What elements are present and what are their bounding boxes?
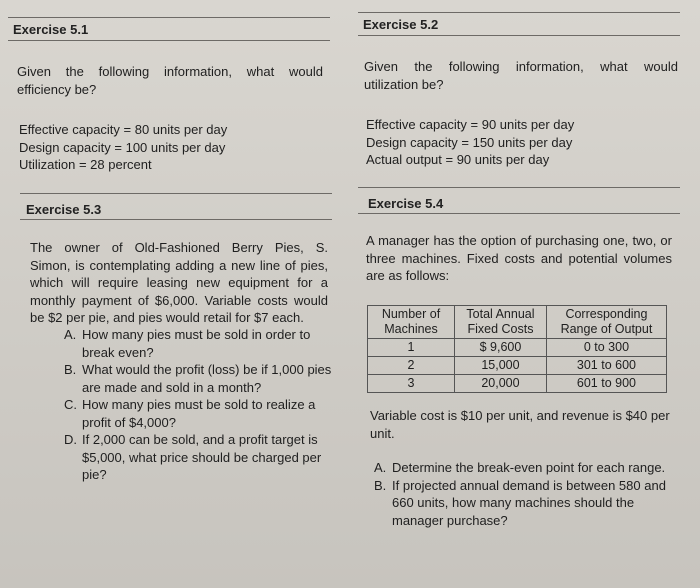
- table-row: [368, 375, 667, 393]
- ex54-intro-line: three machines. Fixed costs and potential volumes: [366, 250, 672, 266]
- table-cell: 3: [368, 375, 455, 393]
- question-marker: D.: [64, 432, 77, 447]
- table-header-row: [368, 306, 667, 339]
- ex52-facts: [366, 116, 574, 169]
- question-marker: C.: [64, 397, 77, 412]
- header-machines: Number of Machines: [368, 306, 455, 339]
- ex52-title: Exercise 5.2: [363, 17, 439, 32]
- ex53-question-b: [64, 361, 336, 396]
- ex53-intro-line: monthly payment of $6,000. Variable costs would: [30, 292, 328, 308]
- ex53-question-c: [64, 396, 336, 431]
- question-marker: B.: [64, 362, 77, 377]
- ex53-top-rule: [20, 193, 332, 194]
- ex54-intro-line: are as follows:: [366, 268, 450, 283]
- question-line: If projected annual demand is between 580 and: [392, 477, 666, 493]
- ex53-intro-line: The owner of Old-Fashioned Berry Pies, S.: [30, 240, 328, 255]
- ex54-note: [370, 407, 670, 442]
- ex51-title: Exercise 5.1: [13, 22, 89, 37]
- ex53-question-a: [64, 326, 336, 361]
- question-line: $5,000, what price should be charged per: [82, 449, 322, 465]
- table-cell: 20,000: [455, 375, 547, 393]
- header-fixed-costs: Total Annual Fixed Costs: [455, 306, 547, 339]
- table-cell: 2: [368, 357, 455, 375]
- question-line: How many pies must be sold to realize a: [82, 397, 316, 412]
- ex51-fact: Effective capacity = 80 units per day: [19, 122, 228, 137]
- ex52-question-line: Given the following information, what would: [364, 59, 678, 74]
- table-row: [368, 339, 667, 357]
- ex51-top-rule: [8, 17, 330, 18]
- ex51-fact: Utilization = 28 percent: [19, 157, 152, 172]
- question-marker: A.: [64, 327, 77, 342]
- ex52-top-rule: [358, 12, 680, 13]
- ex51-bottom-rule: [8, 40, 330, 41]
- table-cell: 1: [368, 339, 455, 357]
- ex51-question: [17, 63, 323, 98]
- machines-table: [367, 305, 667, 393]
- ex53-intro-line: which will require leasing new equipment for a: [30, 275, 328, 290]
- ex52-question: [364, 58, 678, 93]
- question-line: break even?: [82, 344, 154, 360]
- question-line: profit of $4,000?: [82, 414, 176, 430]
- table-cell: 0 to 300: [546, 339, 666, 357]
- table-cell: 15,000: [455, 357, 547, 375]
- ex51-fact: Design capacity = 100 units per day: [19, 139, 226, 155]
- ex54-bottom-rule: [358, 213, 680, 214]
- question-marker: A.: [374, 460, 387, 475]
- ex54-question-b: [374, 477, 674, 530]
- question-line: are made and sold in a month?: [82, 379, 262, 395]
- table-cell: 601 to 900: [546, 375, 666, 393]
- ex53-title: Exercise 5.3: [26, 202, 102, 217]
- ex51-facts: [19, 121, 227, 174]
- ex54-questions: [374, 459, 674, 529]
- question-line: manager purchase?: [392, 512, 508, 528]
- question-marker: B.: [374, 477, 387, 493]
- ex53-question-d: [64, 431, 336, 484]
- ex52-fact: Actual output = 90 units per day: [366, 152, 550, 167]
- question-line: What would the profit (loss) be if 1,000 pies: [82, 362, 332, 377]
- ex53-intro-line: Simon, is contemplating adding a new line of pies,: [30, 257, 328, 273]
- table-row: [368, 357, 667, 375]
- question-line: 660 units, how many machines should the: [392, 495, 635, 510]
- ex54-top-rule: [358, 187, 680, 188]
- ex54-intro: [366, 232, 672, 285]
- question-line: Determine the break-even point for each range.: [392, 460, 666, 475]
- ex52-fact: Effective capacity = 90 units per day: [366, 117, 575, 132]
- header-output-range: Corresponding Range of Output: [546, 306, 666, 339]
- ex52-fact: Design capacity = 150 units per day: [366, 134, 573, 150]
- question-line: If 2,000 can be sold, and a profit target is: [82, 432, 318, 447]
- table-cell: 301 to 600: [546, 357, 666, 375]
- ex54-title: Exercise 5.4: [368, 196, 444, 211]
- ex53-bottom-rule: [20, 219, 332, 220]
- ex54-note-line: Variable cost is $10 per unit, and revenue is $40 per: [370, 408, 670, 423]
- question-line: pie?: [82, 467, 107, 482]
- ex51-question-line: efficiency be?: [17, 81, 97, 97]
- ex51-question-line: Given the following information, what would: [17, 64, 323, 79]
- ex53-questions: [64, 326, 336, 484]
- ex53-intro-line: be $2 per pie, and pies would retail for $7 each.: [30, 310, 304, 325]
- ex54-intro-line: A manager has the option of purchasing one, two, or: [366, 233, 672, 248]
- ex53-intro: [30, 239, 328, 327]
- ex54-question-a: [374, 459, 674, 477]
- ex54-note-line: unit.: [370, 425, 395, 441]
- question-line: How many pies must be sold in order to: [82, 327, 311, 342]
- ex52-bottom-rule: [358, 35, 680, 36]
- ex52-question-line: utilization be?: [364, 76, 444, 92]
- table-cell: $ 9,600: [455, 339, 547, 357]
